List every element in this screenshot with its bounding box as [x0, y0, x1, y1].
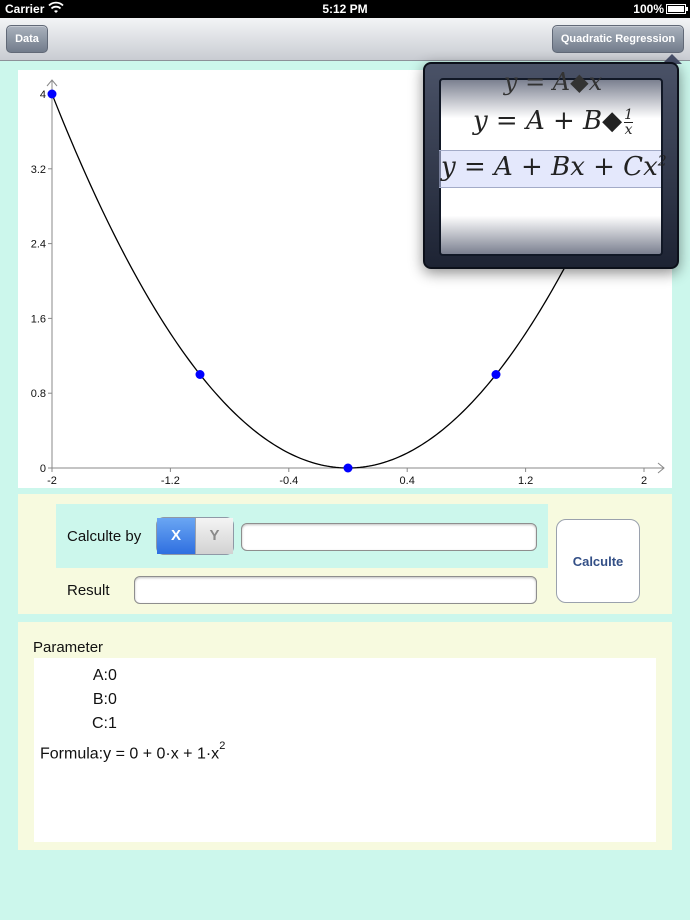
y-tick-label: 2.4	[30, 238, 46, 251]
param-value: 0	[108, 667, 117, 684]
x-tick-label: -1.2	[160, 475, 180, 487]
y-tick-label: 0	[39, 463, 46, 475]
param-key: B:	[92, 691, 108, 708]
parameter-box	[34, 658, 656, 842]
segment-x[interactable]: X	[157, 518, 195, 554]
picker-option-label: y = A + Bx + Cx	[441, 152, 658, 182]
x-tick-label: -0.4	[279, 475, 299, 487]
data-point	[344, 464, 353, 473]
param-row-c	[78, 715, 117, 733]
clock: 5:12 PM	[322, 2, 368, 16]
result-field[interactable]	[134, 576, 537, 604]
status-bar	[0, 0, 690, 18]
carrier-label: Carrier	[5, 2, 45, 16]
data-point	[196, 370, 205, 379]
quadratic-regression-button[interactable]: Quadratic Regression	[552, 25, 684, 53]
picker-option-quadratic[interactable]	[441, 152, 665, 182]
parameter-panel	[18, 622, 672, 850]
data-point	[492, 370, 501, 379]
fraction-denominator: x	[624, 121, 633, 138]
param-key: C:	[92, 715, 108, 732]
x-tick-label: 1.2	[517, 475, 534, 487]
x-tick-label: 0.4	[399, 475, 415, 487]
picker-option-exponent: 2	[657, 153, 667, 170]
navigation-bar	[0, 18, 690, 61]
param-value: 1	[108, 715, 117, 732]
regression-type-popover	[423, 62, 679, 269]
battery-percent: 100%	[633, 2, 664, 16]
picker-option-label: y = A◆x	[503, 68, 603, 96]
formula-row	[40, 740, 226, 763]
y-tick-label: 3.2	[30, 163, 46, 176]
calculate-button[interactable]: Calculte	[556, 519, 640, 603]
x-tick-label: -2	[47, 475, 57, 487]
calculation-panel	[18, 494, 672, 614]
param-row-b	[78, 691, 117, 709]
calculate-by-label: Calculte by	[67, 528, 142, 545]
param-key: A:	[92, 667, 108, 684]
y-tick-label: 0.8	[30, 388, 46, 401]
battery-icon	[666, 4, 686, 14]
y-tick-label: 4	[39, 89, 46, 101]
param-row-a	[78, 667, 117, 685]
regression-type-picker[interactable]	[439, 68, 667, 256]
battery-tip	[686, 7, 688, 11]
param-value: 0	[108, 691, 117, 708]
x-tick-label: 2	[640, 475, 648, 487]
fraction-numerator: 1	[624, 106, 634, 123]
picker-option-label: y = A + B◆	[472, 106, 623, 136]
fraction	[624, 108, 633, 137]
data-point	[48, 90, 57, 99]
y-tick-label: 1.6	[30, 313, 46, 326]
picker-option-reciprocal[interactable]	[441, 106, 665, 137]
axis-segmented-control[interactable]	[156, 517, 234, 555]
picker-option-power[interactable]	[441, 68, 665, 96]
result-label: Result	[67, 582, 110, 599]
calculate-input[interactable]	[241, 523, 537, 551]
formula-exponent: 2	[219, 740, 226, 752]
data-button[interactable]: Data	[6, 25, 48, 53]
formula-value: y = 0 + 0·x + 1·x	[103, 745, 220, 763]
parameter-title: Parameter	[33, 639, 104, 656]
formula-label: Formula:	[40, 745, 104, 763]
segment-y[interactable]: Y	[195, 518, 233, 554]
